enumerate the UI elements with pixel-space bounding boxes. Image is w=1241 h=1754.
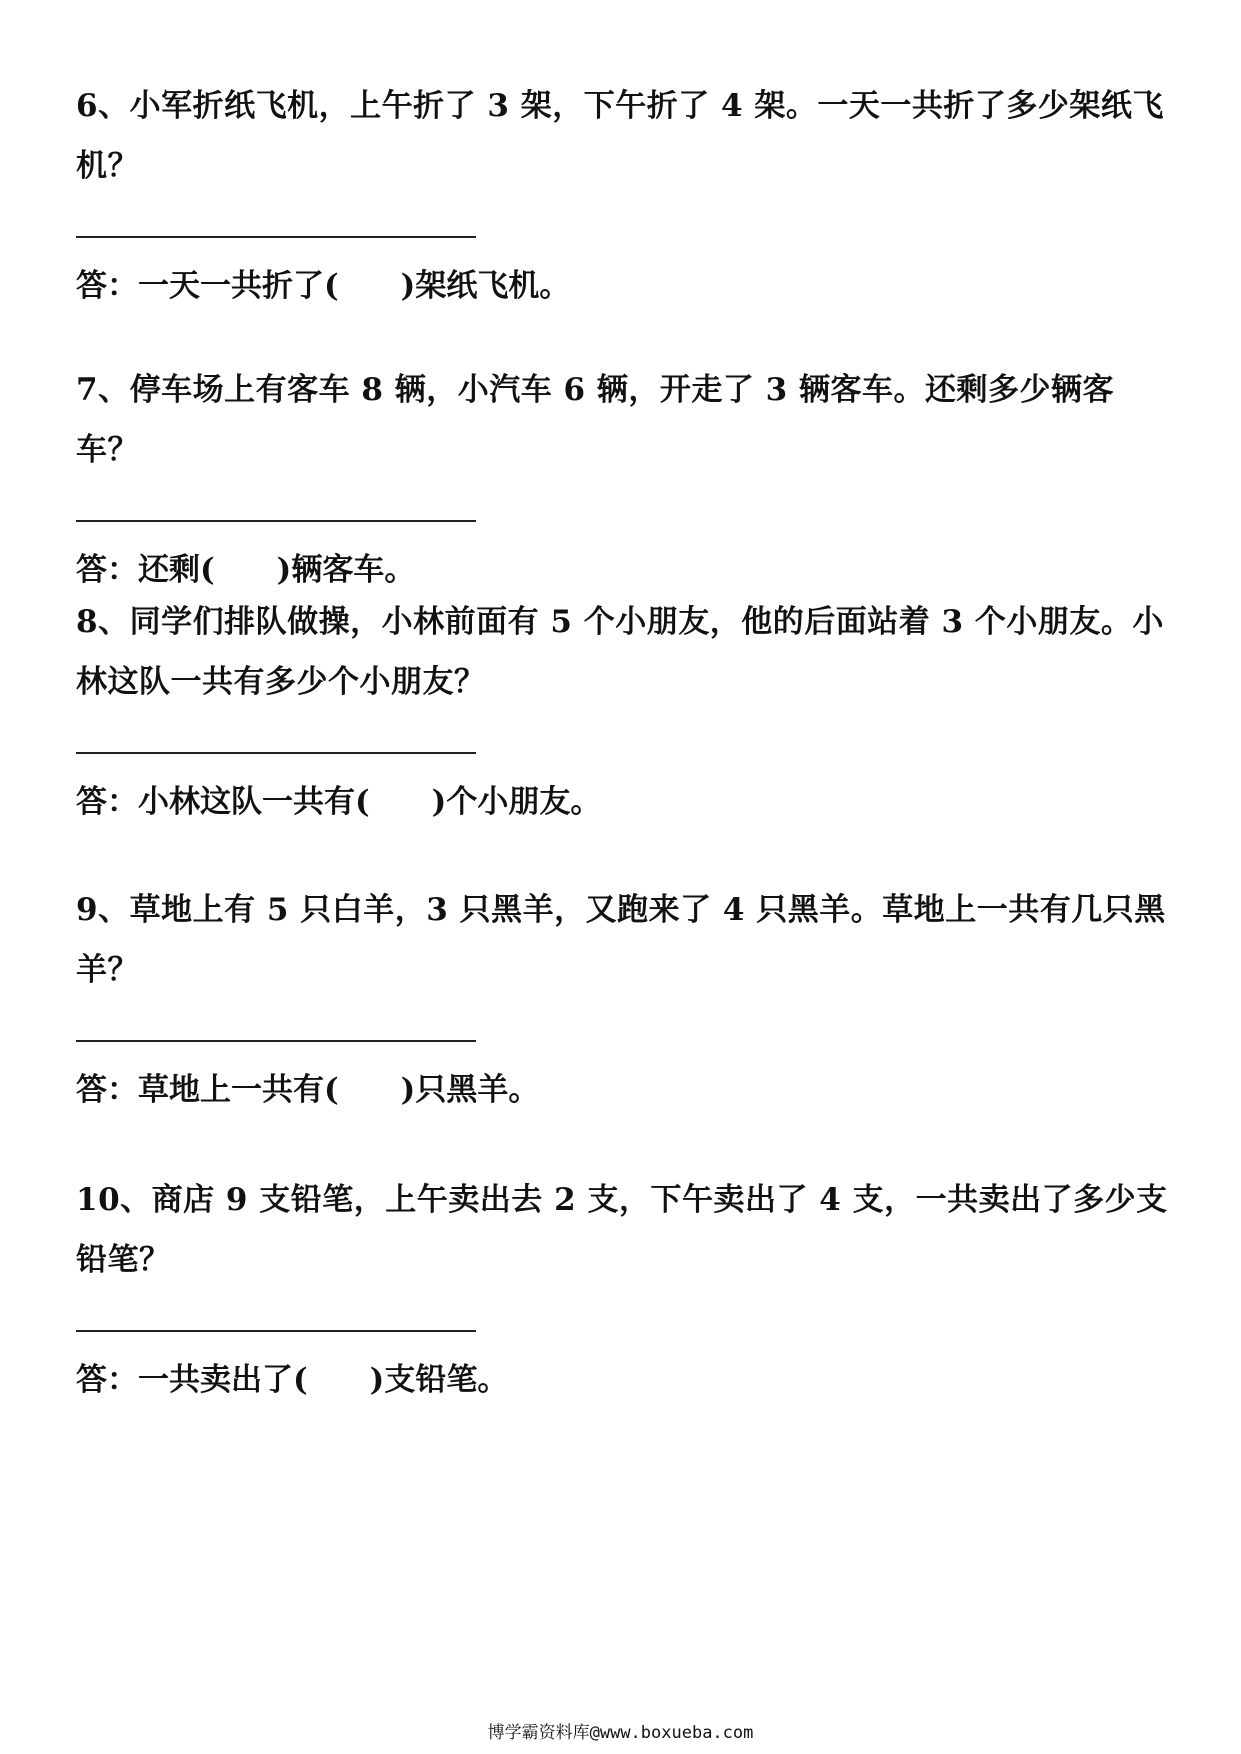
problem-9 [76,880,1176,1110]
work-line [76,236,476,238]
work-line [76,1330,476,1332]
problem-10 [76,1170,1176,1400]
problem-question: 10、商店 9 支铅笔，上午卖出去 2 支，下午卖出了 4 支，一共卖出了多少支铅笔？ [76,1182,1168,1278]
problem-answer: 答：小林这队一共有( )个小朋友。 [76,784,602,820]
problem-6 [76,76,1176,306]
footer-watermark: 博学霸资料库@www.boxueba.com [487,1723,754,1743]
problem-answer: 答：草地上一共有( )只黑羊。 [76,1072,540,1108]
work-line [76,1040,476,1042]
problem-question: 7、停车场上有客车 8 辆，小汽车 6 辆，开走了 3 辆客车。还剩多少辆客车？ [76,372,1115,468]
problem-answer: 答：还剩( )辆客车。 [76,552,416,588]
problem-question: 6、小军折纸飞机，上午折了 3 架，下午折了 4 架。一天一共折了多少架纸飞机？ [76,88,1164,184]
problem-answer: 答：一天一共折了( )架纸飞机。 [76,268,571,304]
problem-question: 9、草地上有 5 只白羊，3 只黑羊，又跑来了 4 只黑羊。草地上一共有几只黑羊？ [76,892,1166,988]
problem-7 [76,360,1176,590]
problem-8 [76,592,1176,822]
work-line [76,520,476,522]
problem-answer: 答：一共卖出了( )支铅笔。 [76,1362,509,1398]
work-line [76,752,476,754]
problem-question: 8、同学们排队做操，小林前面有 5 个小朋友，他的后面站着 3 个小朋友。小林这队一共有多少个小朋友？ [76,604,1164,700]
